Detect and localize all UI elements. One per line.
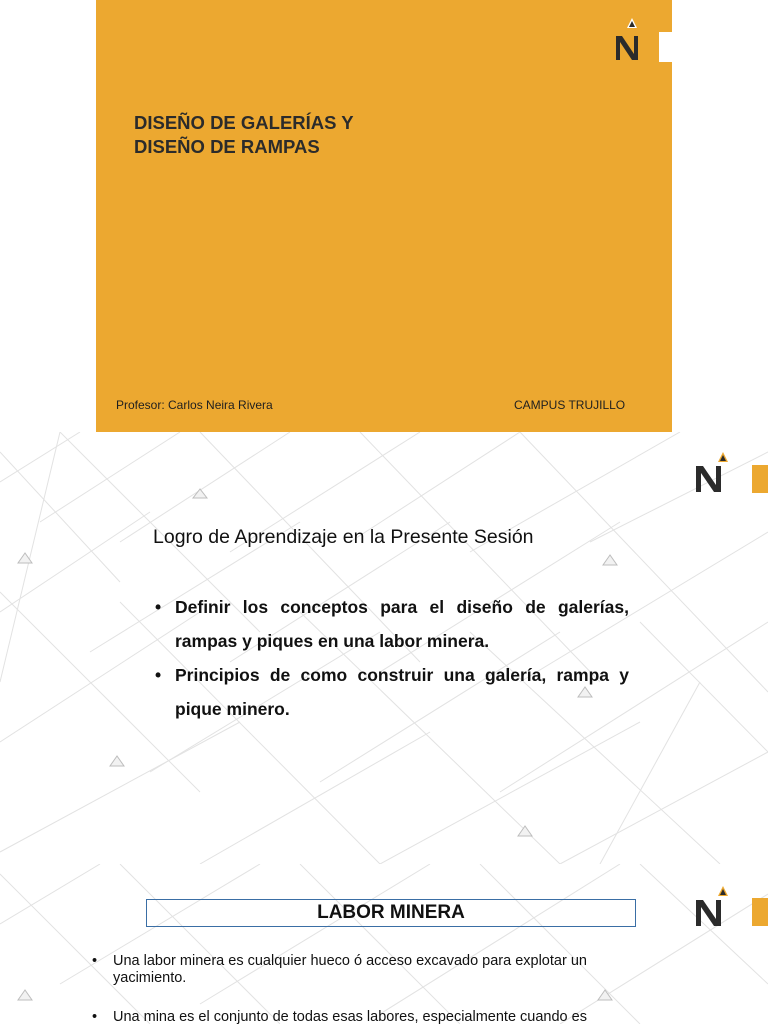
labor-bullet-list bbox=[92, 953, 640, 1024]
slide-learning-goal bbox=[0, 432, 768, 864]
cover-title-line2: DISEÑO DE RAMPAS bbox=[134, 136, 320, 157]
list-item: • Una mina es el conjunto de todas esas labores, especialmente cuando es bbox=[92, 1009, 640, 1024]
cover-title bbox=[134, 111, 354, 159]
campus-label: CAMPUS TRUJILLO bbox=[514, 398, 626, 412]
list-item: • Definir los conceptos para el diseño de galerías, rampas y piques en una labor minera. bbox=[155, 590, 629, 658]
list-item: • Una labor minera es cualquier hueco ó acceso excavado para explotar un yacimiento. bbox=[92, 953, 640, 987]
university-logo-icon bbox=[612, 18, 646, 64]
slide-title: Logro de Aprendizaje en la Presente Sesión bbox=[153, 526, 534, 548]
accent-tab bbox=[752, 898, 768, 926]
list-item: • Principios de como construir una galería, rampa y pique minero. bbox=[155, 658, 629, 726]
cover-title-line1: DISEÑO DE GALERÍAS Y bbox=[134, 112, 354, 133]
accent-tab bbox=[752, 465, 768, 493]
slide-labor-minera bbox=[0, 864, 768, 1024]
section-heading: LABOR MINERA bbox=[146, 899, 636, 927]
slide-cover bbox=[0, 0, 768, 432]
cover-tab bbox=[659, 32, 672, 62]
university-logo-icon bbox=[692, 452, 730, 496]
professor-label: Profesor: Carlos Neira Rivera bbox=[116, 398, 273, 412]
goal-bullet-list bbox=[155, 590, 629, 726]
cover-background bbox=[96, 0, 672, 432]
university-logo-icon bbox=[692, 886, 730, 930]
